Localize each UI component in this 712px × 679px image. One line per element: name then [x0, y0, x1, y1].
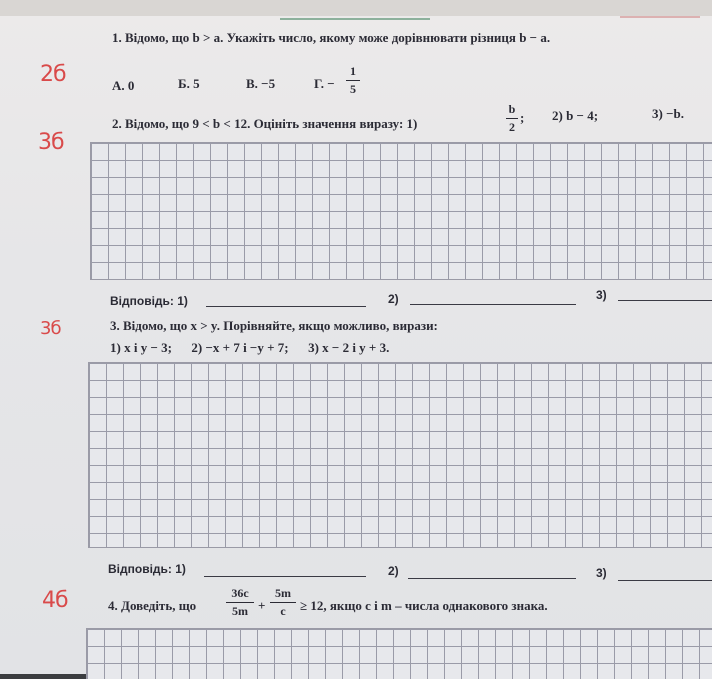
margin-note-2: 3б — [38, 130, 64, 155]
margin-note-3: 3б — [40, 318, 61, 339]
answer-label-2-2: 2) — [388, 564, 399, 578]
frac-num: 36c — [231, 586, 249, 600]
margin-note-1: 2б — [40, 62, 66, 87]
frac-bar — [226, 602, 254, 603]
task1-option-v: В. −5 — [246, 76, 276, 91]
answer-line-1-1[interactable] — [206, 306, 366, 307]
answer-line-1-3[interactable] — [618, 300, 712, 301]
task4-fraction-2 — [270, 586, 296, 619]
answer-line-1-2[interactable] — [410, 304, 576, 305]
red-mark — [620, 16, 700, 18]
answer-label-1: Відповідь: 1) — [110, 294, 188, 308]
task4-lead: 4. Доведіть, що — [108, 598, 197, 613]
task2-part3: 3) −b. — [652, 106, 684, 121]
task4-tail: ≥ 12, якщо c і m – числа однакового знака. — [300, 598, 548, 613]
top-edge — [0, 0, 712, 16]
frac-den: c — [280, 604, 286, 618]
frac-bar — [346, 80, 360, 81]
green-mark — [280, 18, 430, 20]
frac-num: 5m — [275, 586, 291, 600]
task2-part2: 2) b − 4; — [552, 108, 599, 123]
task2-text: 2. Відомо, що 9 < b < 12. Оцініть значення виразу: 1) — [112, 116, 418, 131]
frac-den: 5m — [232, 604, 248, 618]
task2-fraction-tail: ; — [520, 110, 525, 125]
task1-option-b: Б. 5 — [178, 76, 200, 91]
task1-option-g: Г. − — [314, 76, 335, 91]
answer-label-2-3: 3) — [596, 566, 607, 580]
frac-num: 1 — [350, 64, 356, 78]
answer-line-2-2[interactable] — [408, 578, 576, 579]
task3-text: 3. Відомо, що x > y. Порівняйте, якщо можливо, вирази: — [110, 318, 438, 333]
margin-note-4: 4б — [42, 588, 68, 613]
frac-den: 5 — [350, 82, 356, 96]
task3-parts: 1) x і y − 3; 2) −x + 7 і −y + 7; 3) x − 2 і y + 3. — [110, 340, 390, 355]
answer-grid-3[interactable] — [86, 628, 712, 679]
answer-line-2-3[interactable] — [618, 580, 712, 581]
task4-plus: + — [258, 598, 266, 613]
frac-num: b — [508, 102, 516, 116]
task1-option-g-fraction — [346, 64, 360, 97]
task1-option-a: А. 0 — [112, 78, 135, 93]
task1-text: 1. Відомо, що b > a. Укажіть число, якому може дорівнювати різниця b − a. — [112, 30, 551, 45]
frac-bar — [270, 602, 296, 603]
answer-grid-2[interactable] — [88, 362, 712, 548]
frac-bar — [506, 118, 518, 119]
answer-grid-1[interactable] — [90, 142, 712, 280]
frac-den: 2 — [509, 120, 515, 134]
task4-fraction-1 — [226, 586, 254, 619]
answer-label-2: Відповідь: 1) — [108, 562, 186, 576]
task2-fraction — [506, 102, 518, 135]
answer-label-1-3: 3) — [596, 288, 607, 302]
answer-label-1-2: 2) — [388, 292, 399, 306]
answer-line-2-1[interactable] — [204, 576, 366, 577]
